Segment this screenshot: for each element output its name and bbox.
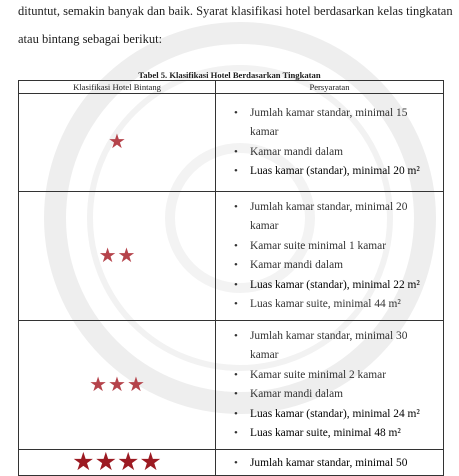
body-paragraph-line-2: atau bintang sebagai berikut:	[18, 32, 163, 46]
requirements-list	[216, 104, 443, 182]
header-requirements: Persyaratan	[216, 81, 444, 94]
star-icon: ★	[72, 449, 95, 476]
hotel-classification-table	[18, 80, 444, 476]
star-rating-1	[19, 94, 216, 192]
requirements-cell	[216, 321, 444, 450]
requirement-item: • Kamar suite minimal 2 kamar	[234, 366, 443, 386]
star-icon: ★	[117, 244, 136, 267]
requirement-item-continuation: kamar	[250, 126, 279, 138]
requirement-item: • Luas kamar (standar), minimal 22 m²	[234, 276, 443, 296]
requirement-item: • Luas kamar suite, minimal 44 m²	[234, 295, 443, 315]
table-caption: Tabel 5. Klasifikasi Hotel Berdasarkan Tingkatan	[138, 70, 321, 80]
header-classification: Klasifikasi Hotel Bintang	[19, 81, 216, 94]
table-row-1-star	[19, 94, 444, 192]
star-icon: ★	[139, 449, 162, 476]
star-icon: ★	[108, 373, 126, 396]
table-row-2-star	[19, 192, 444, 321]
requirement-item: • Jumlah kamar standar, minimal 15	[234, 104, 443, 124]
requirement-item: • Kamar mandi dalam	[234, 385, 443, 405]
requirements-list	[216, 198, 443, 315]
star-rating-2	[19, 192, 216, 321]
table-row-3-star	[19, 321, 444, 450]
requirements-cell	[216, 94, 444, 192]
star-icon: ★	[98, 244, 117, 267]
requirements-list	[216, 454, 443, 472]
requirement-item: • Luas kamar (standar), minimal 20 m²	[234, 162, 443, 182]
star-icon: ★	[117, 449, 140, 476]
requirement-item: • Kamar mandi dalam	[234, 256, 443, 276]
star-icon: ★	[108, 131, 126, 153]
body-paragraph-line-1: dituntut, semakin banyak dan baik. Syarat klasifikasi hotel berdasarkan kelas tingkatan	[18, 4, 453, 18]
requirement-item: • Luas kamar suite, minimal 48 m²	[234, 424, 443, 444]
star-icon: ★	[126, 373, 145, 396]
requirement-item-continuation: kamar	[250, 349, 279, 361]
requirement-item: • Kamar mandi dalam	[234, 143, 443, 163]
requirement-item: • Jumlah kamar standar, minimal 50	[234, 454, 443, 472]
requirements-cell	[216, 192, 444, 321]
requirement-item-continuation: kamar	[250, 220, 279, 232]
requirements-list	[216, 327, 443, 444]
requirement-item: • Jumlah kamar standar, minimal 30	[234, 327, 443, 347]
star-icon: ★	[89, 373, 108, 396]
requirement-item: • Jumlah kamar standar, minimal 20	[234, 198, 443, 218]
star-rating-3	[19, 321, 216, 450]
star-icon: ★	[94, 449, 117, 476]
requirement-item: • Kamar suite minimal 1 kamar	[234, 237, 443, 257]
table-header-row	[19, 81, 444, 94]
requirement-item: • Luas kamar (standar), minimal 24 m²	[234, 405, 443, 425]
